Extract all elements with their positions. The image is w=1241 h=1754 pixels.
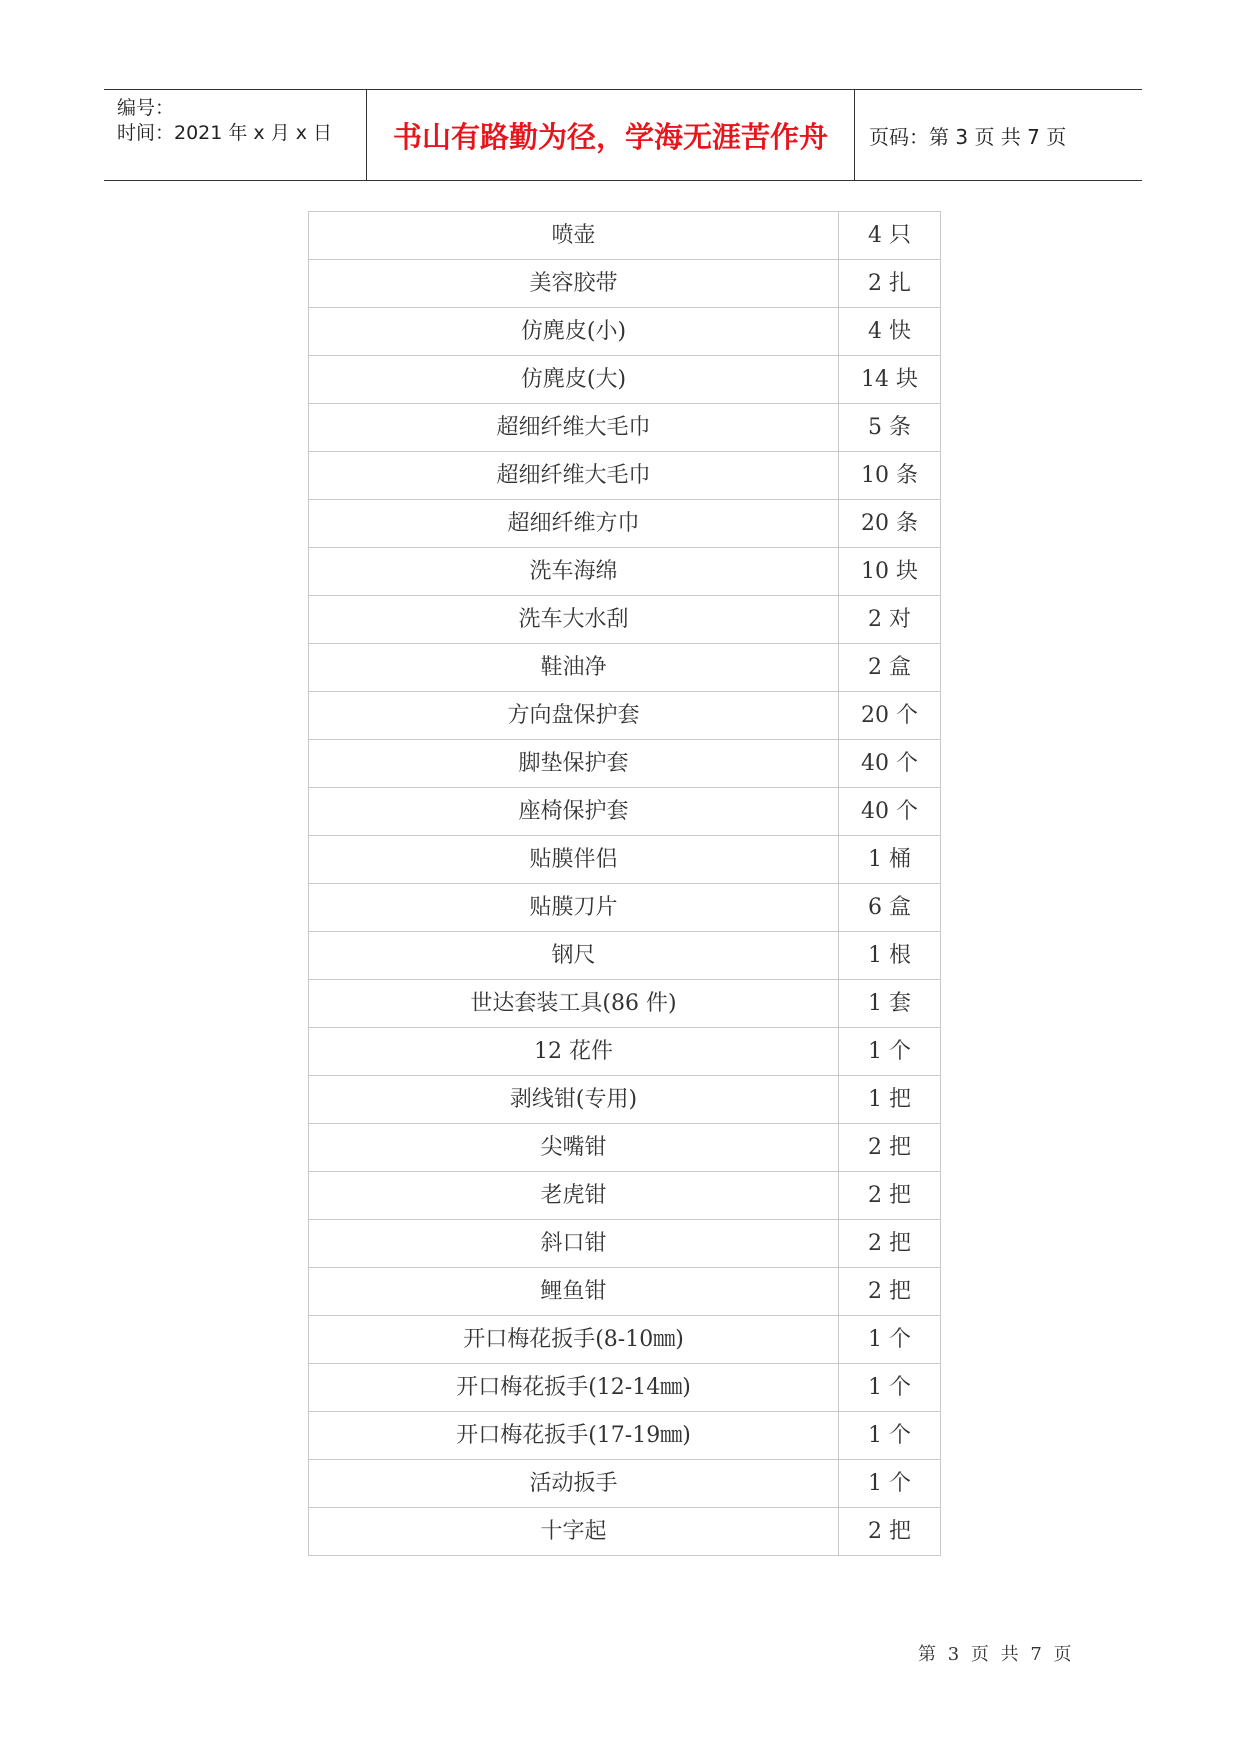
item-name-cell: 活动扳手 (309, 1460, 839, 1508)
item-quantity-cell: 10 条 (839, 452, 941, 500)
item-quantity-cell: 2 扎 (839, 260, 941, 308)
item-quantity-cell: 1 个 (839, 1460, 941, 1508)
item-quantity-cell: 1 个 (839, 1028, 941, 1076)
item-quantity-cell: 4 快 (839, 308, 941, 356)
item-name-cell: 洗车海绵 (309, 548, 839, 596)
item-name-cell: 老虎钳 (309, 1172, 839, 1220)
table-row (309, 932, 941, 980)
item-quantity-cell: 10 块 (839, 548, 941, 596)
equipment-table (308, 211, 941, 1556)
item-quantity-cell: 4 只 (839, 212, 941, 260)
item-quantity-cell: 6 盒 (839, 884, 941, 932)
item-quantity-cell: 2 对 (839, 596, 941, 644)
table-row (309, 740, 941, 788)
table-row (309, 1460, 941, 1508)
item-name-cell: 美容胶带 (309, 260, 839, 308)
table-row (309, 1268, 941, 1316)
table-row (309, 1220, 941, 1268)
table-row (309, 356, 941, 404)
table-row (309, 836, 941, 884)
table-row (309, 1124, 941, 1172)
item-name-cell: 贴膜刀片 (309, 884, 839, 932)
item-name-cell: 超细纤维方巾 (309, 500, 839, 548)
item-quantity-cell: 40 个 (839, 740, 941, 788)
item-name-cell: 脚垫保护套 (309, 740, 839, 788)
table-row (309, 980, 941, 1028)
item-name-cell: 12 花件 (309, 1028, 839, 1076)
item-quantity-cell: 1 个 (839, 1412, 941, 1460)
page-footer: 第 3 页 共 7 页 (918, 1644, 1072, 1665)
item-quantity-cell: 2 把 (839, 1508, 941, 1556)
table-row (309, 500, 941, 548)
table-row (309, 788, 941, 836)
item-quantity-cell: 1 根 (839, 932, 941, 980)
header-motto: 书山有路勤为径，学海无涯苦作舟 (367, 90, 855, 180)
table-row (309, 404, 941, 452)
document-number-label: 编号： (117, 97, 175, 119)
item-quantity-cell: 20 条 (839, 500, 941, 548)
table-row (309, 1412, 941, 1460)
table-row (309, 1364, 941, 1412)
item-name-cell: 洗车大水刮 (309, 596, 839, 644)
item-name-cell: 方向盘保护套 (309, 692, 839, 740)
item-name-cell: 钢尺 (309, 932, 839, 980)
item-name-cell: 剥线钳(专用) (309, 1076, 839, 1124)
table-row (309, 308, 941, 356)
item-name-cell: 座椅保护套 (309, 788, 839, 836)
item-quantity-cell: 5 条 (839, 404, 941, 452)
table-row (309, 260, 941, 308)
table-row (309, 1316, 941, 1364)
table-row (309, 692, 941, 740)
table-row (309, 212, 941, 260)
table-row (309, 596, 941, 644)
item-quantity-cell: 2 盒 (839, 644, 941, 692)
item-name-cell: 十字起 (309, 1508, 839, 1556)
table-row (309, 1508, 941, 1556)
item-name-cell: 斜口钳 (309, 1220, 839, 1268)
table-row (309, 548, 941, 596)
item-quantity-cell: 1 把 (839, 1076, 941, 1124)
item-name-cell: 超细纤维大毛巾 (309, 452, 839, 500)
item-name-cell: 仿麂皮(小) (309, 308, 839, 356)
item-name-cell: 世达套装工具(86 件) (309, 980, 839, 1028)
item-quantity-cell: 1 桶 (839, 836, 941, 884)
item-name-cell: 鲤鱼钳 (309, 1268, 839, 1316)
item-name-cell: 开口梅花扳手(17-19㎜) (309, 1412, 839, 1460)
header-page-info: 页码：第 3 页 共 7 页 (869, 124, 1067, 149)
item-name-cell: 鞋油净 (309, 644, 839, 692)
equipment-table-body (309, 212, 941, 1556)
page-header (104, 89, 1142, 181)
item-quantity-cell: 20 个 (839, 692, 941, 740)
item-name-cell: 超细纤维大毛巾 (309, 404, 839, 452)
item-name-cell: 开口梅花扳手(12-14㎜) (309, 1364, 839, 1412)
item-quantity-cell: 1 个 (839, 1364, 941, 1412)
item-quantity-cell: 2 把 (839, 1124, 941, 1172)
table-row (309, 644, 941, 692)
table-row (309, 452, 941, 500)
item-name-cell: 尖嘴钳 (309, 1124, 839, 1172)
item-name-cell: 喷壶 (309, 212, 839, 260)
item-quantity-cell: 2 把 (839, 1220, 941, 1268)
item-quantity-cell: 40 个 (839, 788, 941, 836)
item-name-cell: 贴膜伴侣 (309, 836, 839, 884)
header-meta (104, 90, 367, 180)
table-row (309, 1028, 941, 1076)
item-quantity-cell: 1 个 (839, 1316, 941, 1364)
item-name-cell: 仿麂皮(大) (309, 356, 839, 404)
item-quantity-cell: 14 块 (839, 356, 941, 404)
item-name-cell: 开口梅花扳手(8-10㎜) (309, 1316, 839, 1364)
item-quantity-cell: 1 套 (839, 980, 941, 1028)
table-row (309, 1076, 941, 1124)
document-time: 时间：2021 年 x 月 x 日 (117, 122, 333, 144)
table-row (309, 884, 941, 932)
table-row (309, 1172, 941, 1220)
item-quantity-cell: 2 把 (839, 1172, 941, 1220)
item-quantity-cell: 2 把 (839, 1268, 941, 1316)
